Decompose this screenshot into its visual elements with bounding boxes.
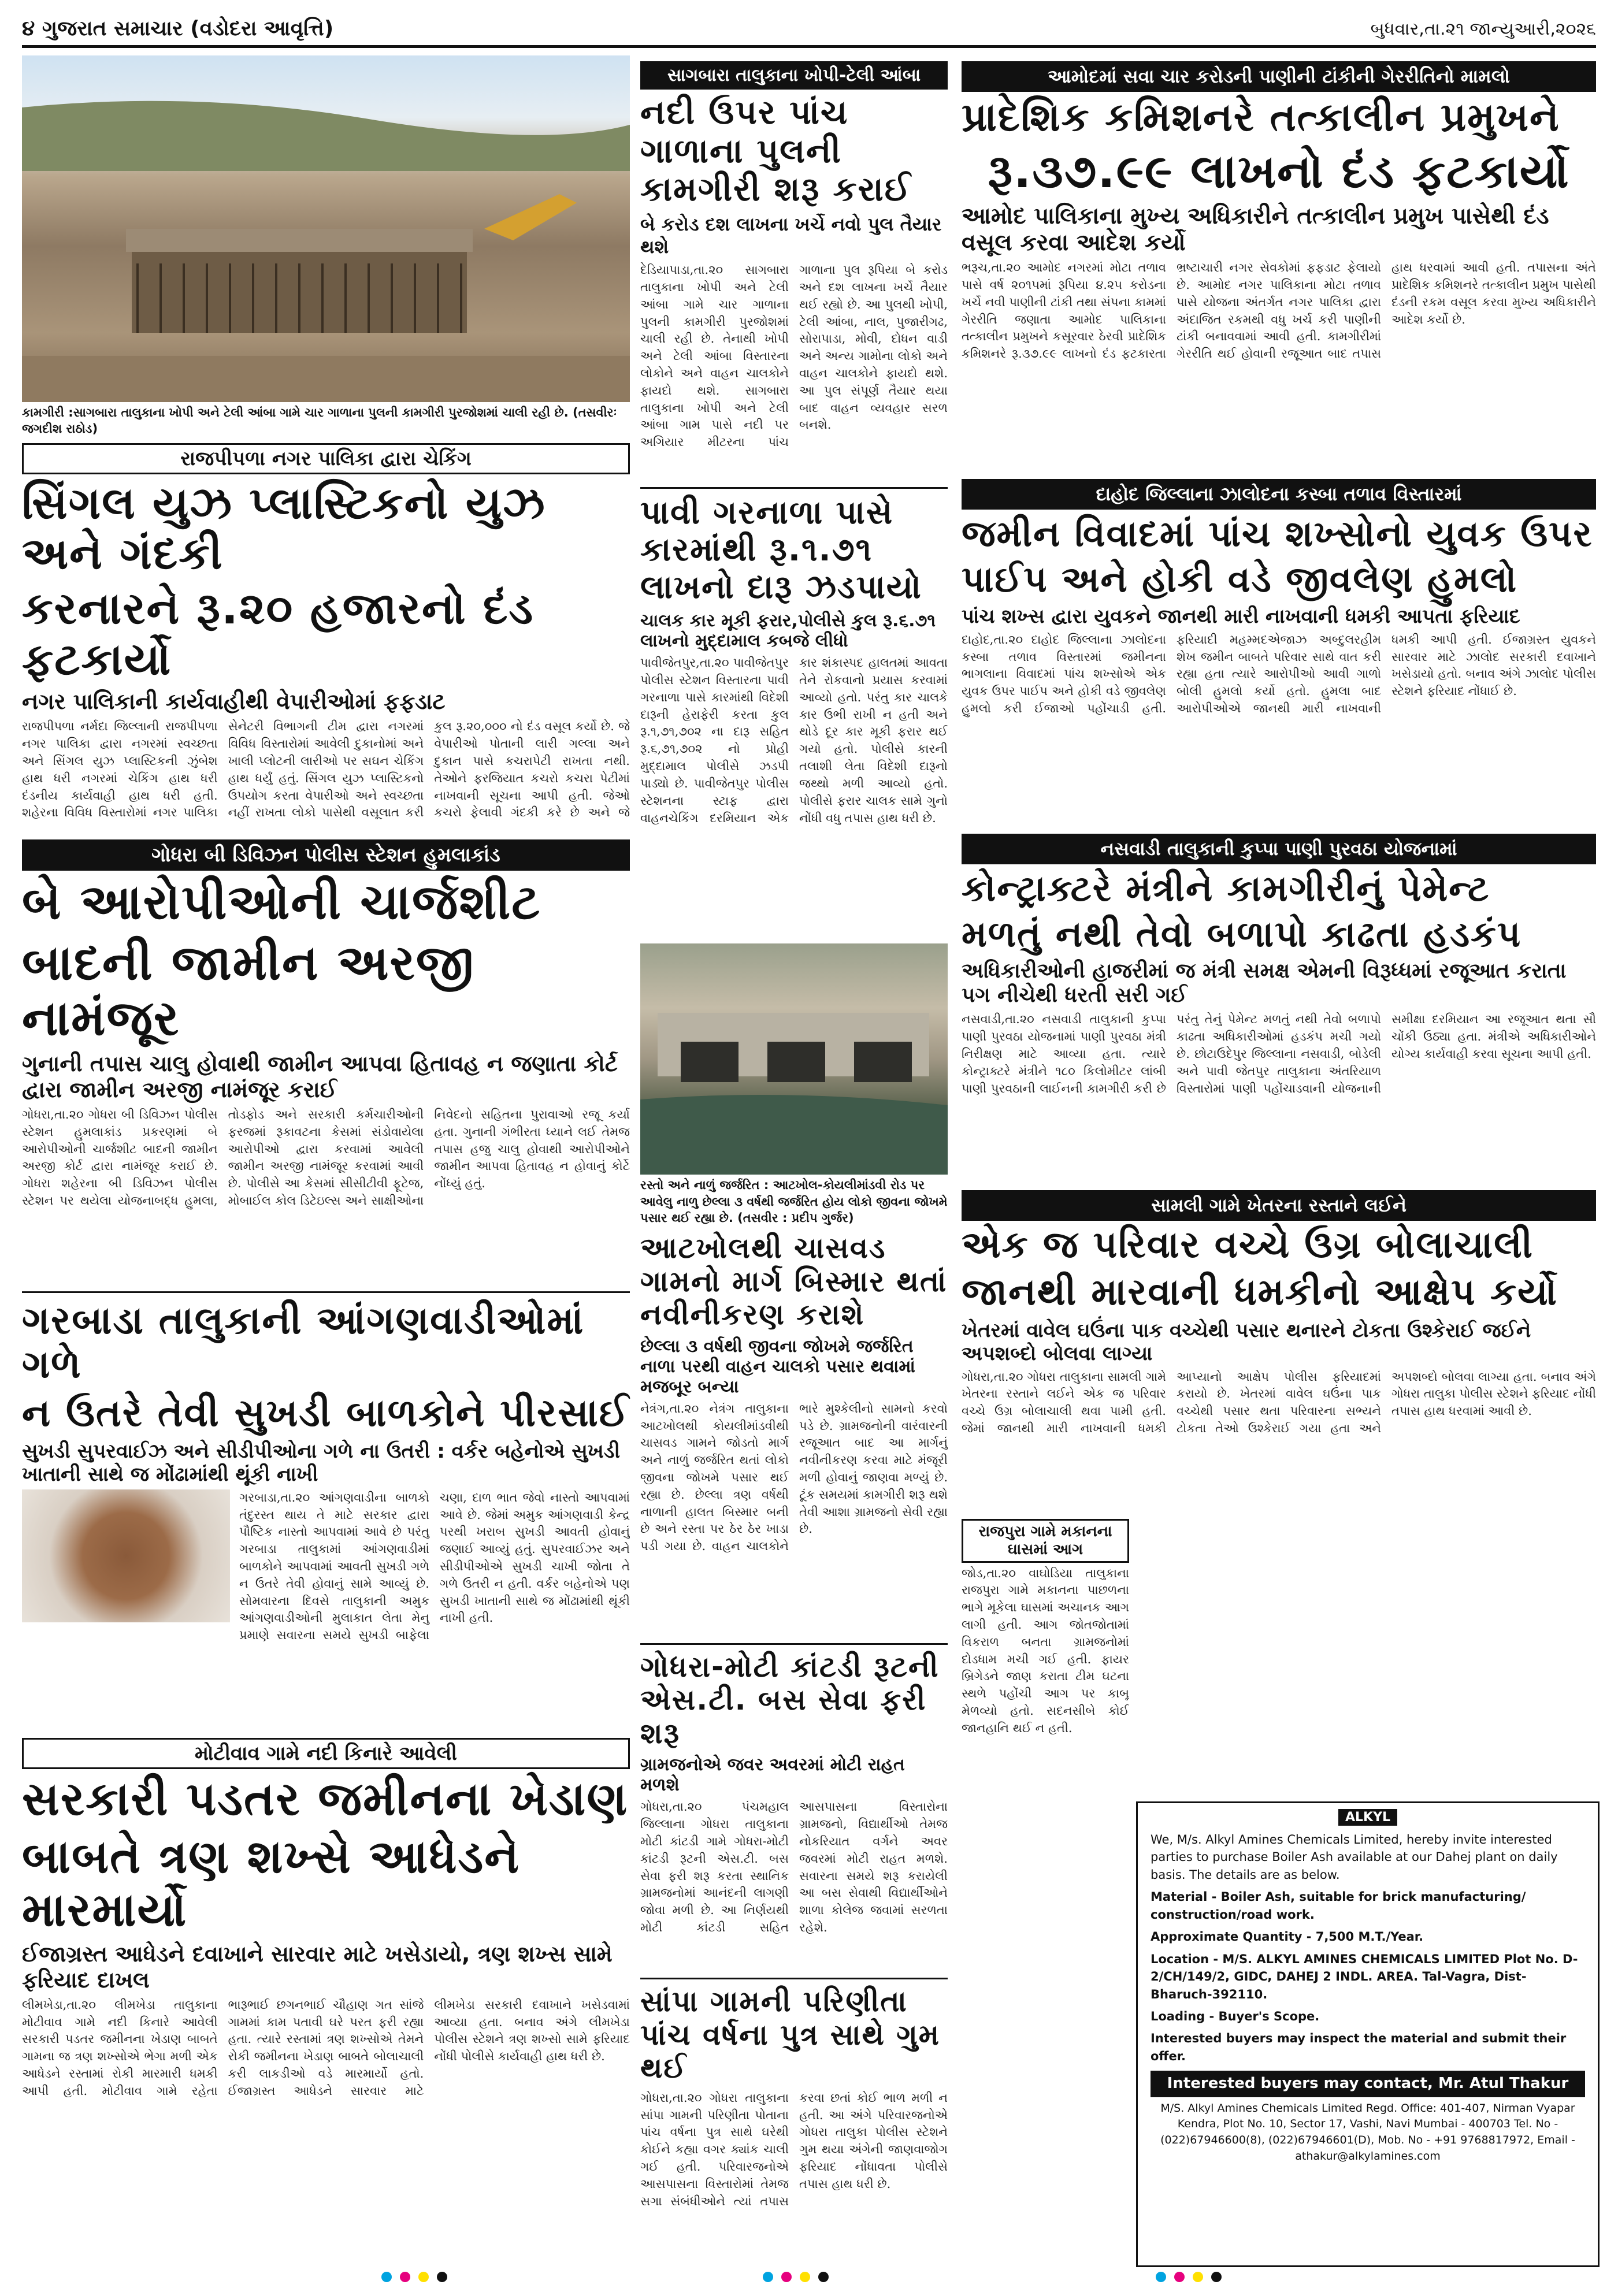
a1-subhead: નગર પાલિકાની કાર્યવાહીથી વેપારીઓમાં ફફડાટ <box>22 689 446 715</box>
culvert-drawing <box>640 943 948 1175</box>
culvert-photo-caption: રસ્તો અને નાળું જર્જરિત : આટખોલ-કોયલીમાંડવી રોડ પર આવેલુ નાળુ છેલ્લા ૩ વર્ષથી જર્જરિત હોય લોકો જીવના જોખમે પસાર થઈ રહ્યા છે. (તસવીર : પ્રદીપ ગુર્જર) <box>640 1178 948 1225</box>
ad-loading: Loading - Buyer's Scope. <box>1151 2009 1320 2023</box>
c3a5-body: જોડ,તા.૨૦ વાઘોડિયા તાલુકાના રાજપુરા ગામે મકાનના પાછળના ભાગે મૂકેલા ઘાસમાં અચાનક આગ લાગી હતી. આગ જોતજોતામાં વિકરાળ બનતા ગ્રામજનોમાં દોડધામ મચી ગઈ હતી. ફાયર બ્રિગેડને જાણ કરાતા ટીમ ઘટના સ્થળે પહોંચી આગ પર કાબૂ મેળવ્યો હતો. સદનસીબે કોઈ જાનહાનિ થઈ ન હતી. <box>962 1566 1129 1735</box>
c3a1-headline-line1: પ્રાદેશિક કમિશનરે તત્કાલીન પ્રમુખને <box>962 95 1560 140</box>
c2a3-subhead: છેલ્લા ૩ વર્ષથી જીવના જોખમે જર્જરિત નાળા પરથી વાહન ચાલકો પસાર થવામાં મજબૂર બન્યા <box>640 1336 915 1397</box>
alkyl-amines-advertisement <box>1136 1801 1600 2267</box>
ad-location: Location - M/S. ALKYL AMINES CHEMICALS LIMITED Plot No. D-2/CH/149/2, GIDC, DAHEJ 2 INDL. AREA. Tal-Vagra, Dist-Bharuch-392110. <box>1151 1952 1578 2001</box>
masthead-left: ૪ ગુજરાત સમાચાર (વડોદરા આવૃત્તિ) <box>22 17 334 40</box>
a1-body: રાજપીપળા નર્મદા જિલ્લાની રાજપીપળા નગર પાલિકા દ્વારા નગરમાં સ્વચ્છતા અને સિંગલ યુઝ પ્લાસ્ટિકની ઝુંબેશ હાથ ધરી નગરમાં ચેકિંગ હાથ ધરી દંડનીય કાર્યવાહી હાથ ધરી હતી. શહેરના વિવિધ વિસ્તારોમાં નગર પાલિકા સેનેટરી વિભાગની ટીમ દ્વારા નગરમાં વિવિધ વિસ્તારોમાં આવેલી દુકાનોમાં અને ખાલી પ્લોટની લારીઓ પર સઘન ચેકિંગ હાથ ધર્યું હતું. સિંગલ યુઝ પ્લાસ્ટિકનો ઉપયોગ કરતા વેપારીઓ અને સ્વચ્છતા નહીં રાખતા લોકો પાસેથી વસૂલાત કરી કુલ રૂ.૨૦,૦૦૦ નો દંડ વસૂલ કર્યો છે. જે વેપારીઓ પોતાની લારી ગલ્લા અને દુકાન પાસે કચરાપેટી રાખતા નથી. તેઓને ફરજિયાત કચરો કચરા પેટીમાં નાખવાની સૂચના આપી હતી. જેઓ કચરો ફેલાવી ગંદકી કરે છે અને જે <box>22 719 630 820</box>
ad-address: M/S. Alkyl Amines Chemicals Limited Regd. Office: 401-407, Nirman Vyapar Kendra, Plot No. 10, Sector 17, Vashi, Navi Mumbai - 400703 Tel. No - (022)67946600(8), (022)67946601(D), Mob. No - +91 9768817972, Email - athakur@alkylamines.com <box>1160 2101 1575 2163</box>
c3a2-headline-line1: જમીન વિવાદમાં પાંચ શખ્સોનો યુવક ઉપર <box>962 512 1593 555</box>
a3-body: ગરબાડા,તા.૨૦ આંગણવાડીના બાળકો તંદુરસ્ત થાય તે માટે સરકાર દ્વારા પૌષ્ટિક નાસ્તો આપવામાં આવે છે પરંતુ ગરબાડા તાલુકામાં આંગણવાડીમાં બાળકોને આપવામાં આવતી સુખડી ગળે ન ઉતરે તેવી હોવાનું સામે આવ્યું છે. સોમવારના દિવસે તાલુકાની અમુક આંગણવાડીઓની મુલાકાત લેતા મેનુ પ્રમાણે સવારના સમયે સુખડી બાફેલા ચણા, દાળ ભાત જેવો નાસ્તો આપવામાં આવે છે. જેમાં અમુક આંગણવાડી કેન્દ્ર પરથી ખરાબ સુખડી આવતી હોવાનું જણાઈ આવ્યું હતું. સુપરવાઈઝર અને સીડીપીઓએ સુખડી ચાખી જોતા તે ગળે ઉતરી ન હતી. વર્કર બહેનોએ પણ સુખડી ખાતાની સાથે જ મોંઢામાંથી થૂંકી નાખી હતી. <box>239 1490 630 1643</box>
c3a4-headline-line1: એક જ પરિવાર વચ્ચે ઉગ્ર બોલાચાલી <box>962 1224 1534 1267</box>
a4-kicker: મોટીવાવ ગામે નદી કિનારે આવેલી <box>22 1738 630 1769</box>
c3a2-body: દાહોદ,તા.૨૦ દાહોદ જિલ્લાના ઝાલોદના કસ્બા તળાવ વિસ્તારમાં જમીનના ભાગલાના વિવાદમાં પાંચ શખ્સોએ એક યુવક ઉપર પાઈપ અને હોકી વડે જીવલેણ હુમલો કરી ઈજાઓ પહોંચાડી હતી. ફરિયાદી મહમ્મદએજાઝ અબ્દુલરહીમ શેખ જમીન બાબતે પરિવાર સાથે વાત કરી રહ્યા હતા ત્યારે આરોપીઓ આવી ગાળો બોલી હુમલો કર્યો હતો. હુમલા બાદ આરોપીઓએ જાનથી મારી નાખવાની ધમકી આપી હતી. ઈજાગ્રસ્ત યુવકને સારવાર માટે ઝાલોદ સરકારી દવાખાને ખસેડાયો હતો. બનાવ અંગે ઝાલોદ પોલીસ સ્ટેશને ફરિયાદ નોંધાઈ છે. <box>962 632 1596 716</box>
c2a1-kicker: સાગબારા તાલુકાના ખોપી-ટેલી આંબા <box>640 61 948 90</box>
a3-headline-line1: ગરબાડા તાલુકાની આંગણવાડીઓમાં ગળે <box>22 1298 585 1387</box>
c2a3-headline: આટખોલથી ચાસવડ ગામનો માર્ગ બિસ્માર થતાં નવીનીકરણ કરાશે <box>640 1231 948 1332</box>
ad-intro: We, M/s. Alkyl Amines Chemicals Limited, hereby invite interested parties to purchase Boiler Ash available at our Dahej plant on daily basis. The details are as below. <box>1151 1833 1558 1882</box>
a4-body: લીમખેડા,તા.૨૦ લીમખેડા તાલુકાના મોટીવાવ ગામે નદી કિનારે આવેલી સરકારી પડતર જમીનના ખેડાણ બાબતે ગામના જ ત્રણ શખ્સોએ ભેગા મળી એક આધેડને રસ્તામાં રોકી મારમારી ધમકી આપી હતી. મોટીવાવ ગામે રહેતા ભારૂભાઈ છગનભાઈ ચૌહાણ ગત સાંજે ગામમાં કામ પતાવી ઘરે પરત ફરી રહ્યા હતા. ત્યારે રસ્તામાં ત્રણ શખ્સોએ તેમને રોકી જમીનના ખેડાણ બાબતે બોલાચાલી કરી લાકડીઓ વડે મારમાર્યો હતો. ઈજાગ્રસ્ત આધેડને સારવાર માટે લીમખેડા સરકારી દવાખાને ખસેડવામાં આવ્યા હતા. બનાવ અંગે લીમખેડા પોલીસ સ્ટેશને ત્રણ શખ્સો સામે ફરિયાદ નોંધી પોલીસે કાર્યવાહી હાથ ધરી છે. <box>22 1997 630 2098</box>
ad-contact: Interested buyers may contact, Mr. Atul Thakur <box>1151 2071 1585 2097</box>
registration-dots-right <box>1156 2272 1222 2282</box>
column-left <box>22 55 630 2153</box>
a2-headline-line2: બાદની જામીન અરજી નામંજૂર <box>22 934 475 1047</box>
c3a5-kicker: રાજપુરા ગામે મકાનના ઘાસમાં આગ <box>962 1519 1129 1563</box>
c3a1-subhead: આમોદ પાલિકાના મુખ્ય અધિકારીને તત્કાલીન પ્રમુખ પાસેથી દંડ વસૂલ કરવા આદેશ કર્યો <box>962 203 1549 257</box>
column-middle <box>640 55 948 2228</box>
a3-subhead: સુખડી સુપરવાઈઝ અને સીડીપીઓના ગળે ના ઉતરી : વર્કર બહેનોએ સુખડી ખાતાની સાથે જ મોંઢામાંથી થૂંકી નાખી <box>22 1439 621 1486</box>
registration-dots-center <box>763 2272 829 2282</box>
black-dot <box>818 2272 829 2282</box>
sukhdi-photo <box>22 1489 230 1622</box>
a1-headline-line2: કરનારને રૂ.૨૦ હજારનો દંડ ફટકાર્યો <box>22 582 535 685</box>
a1-kicker: રાજપીપળા નગર પાલિકા દ્વારા ચેકિંગ <box>22 443 630 474</box>
bridge-construction-photo <box>22 55 630 402</box>
c3a3-body: નસવાડી,તા.૨૦ નસવાડી તાલુકાની કુપ્પા પાણી પુરવઠા યોજનામાં પાણી પુરવઠા મંત્રી નિરીક્ષણ માટે આવ્યા હતા. ત્યારે કોન્ટ્રાક્ટરે મંત્રીને ૧૮૦ કિલોમીટર લાંબી પાણી પુરવઠાની લાઈનની કામગીરી કરી છે પરંતુ તેનું પેમેન્ટ મળતું નથી તેવો બળાપો કાઢતા અધિકારીઓમાં હડકંપ મચી ગયો છે. છોટાઉદેપુર જિલ્લાના નસવાડી, બોડેલી અને પાવી જેતપુર તાલુકાના અંતરિયાળ વિસ્તારોમાં પાણી પહોંચાડવાની યોજનાની સમીક્ષા દરમિયાન આ રજૂઆત થતા સૌ ચોંકી ઉઠ્યા હતા. મંત્રીએ અધિકારીઓને યોગ્ય કાર્યવાહી કરવા સૂચના આપી હતી. <box>962 1012 1596 1095</box>
c2a1-headline: નદી ઉપર પાંચ ગાળાના પુલની કામગીરી શરૂ કરાઈ <box>640 92 912 209</box>
c3a2-kicker: દાહોદ જિલ્લાના ઝાલોદના કસ્બા તળાવ વિસ્તારમાં <box>962 479 1596 510</box>
bridge-photo-caption: કામગીરી :સાગબારા તાલુકાના ખોપી અને ટેલી આંબા ગામે ચાર ગાળાના પુલની કામગીરી પુરજોશમાં ચાલી રહી છે. (તસવીરઃ જગદીશ રાઠોડ) <box>22 406 617 436</box>
column-right <box>962 55 1596 1918</box>
bridge-photo-drawing <box>22 55 630 402</box>
c2a1-subhead: બે કરોડ દશ લાખના ખર્ચે નવો પુલ તૈયાર થશે <box>640 213 942 258</box>
c2a2-subhead: ચાલક કાર મૂકી ફરાર,પોલીસે કુલ રૂ.૬.૭૧ લાખનો મુદ્દામાલ કબજે લીધો <box>640 611 936 652</box>
c2a1-body: દેડિયાપાડા,તા.૨૦ સાગબારા તાલુકાના ખોપી અને ટેલી આંબા ગામે ચાર ગાળાના પુલની કામગીરી પુરજોશમાં ચાલી રહી છે. તેનાથી ખોપી અને ટેલી આંબા વિસ્તારના લોકોને અને વાહન ચાલકોને ફાયદો થશે. સાગબારા તાલુકાના ખોપી અને ટેલી આંબા ગામ પાસે નદી પર અગિયાર મીટરના પાંચ ગાળાના પુલ રૂપિયા બે કરોડ અને દશ લાખના ખર્ચે તૈયાર થઈ રહ્યો છે. આ પુલથી ખોપી, ટેલી આંબા, નાલ, પુજારીગઢ, સોરાપાડા, મોવી, દોધન વાડી અને અન્ય ગામોના લોકો અને વાહન ચાલકોને ફાયદો થશે. આ પુલ સંપૂર્ણ તૈયાર થયા બાદ વાહન વ્યવહાર સરળ બનશે. <box>640 263 948 449</box>
c3a2-headline-line2: પાઈપ અને હોકી વડે જીવલેણ હુમલો <box>962 558 1518 601</box>
magenta-dot <box>1174 2272 1185 2282</box>
black-dot <box>437 2272 447 2282</box>
c2a2-headline: પાવી ગરનાળા પાસે કારમાંથી રૂ.૧.૭૧ લાખનો દારૂ ઝડપાયો <box>640 494 922 606</box>
c3a4-headline-line2: જાનથી મારવાની ધમકીનો આક્ષેપ કર્યો <box>962 1270 1558 1314</box>
c3a4-body: ગોધરા,તા.૨૦ ગોધરા તાલુકાના સામલી ગામે ખેતરના રસ્તાને લઈને એક જ પરિવાર વચ્ચે ઉગ્ર બોલાચાલી થવા પામી હતી. જેમાં જાનથી મારી નાખવાની ધમકી આપ્યાનો આક્ષેપ પોલીસ ફરિયાદમાં કરાયો છે. ખેતરમાં વાવેલ ઘઉંના પાક વચ્ચેથી પસાર થતા પરિવારના સભ્યને ટોકતા તેઓ ઉશ્કેરાઈ ગયા હતા અને અપશબ્દો બોલવા લાગ્યા હતા. બનાવ અંગે ગોધરા તાલુકા પોલીસ સ્ટેશને ફરિયાદ નોંધી તપાસ હાથ ધરવામાં આવી છે. <box>962 1369 1596 1435</box>
c3a3-kicker: નસવાડી તાલુકાની કુપ્પા પાણી પુરવઠા યોજનામાં <box>962 834 1596 864</box>
black-dot <box>1211 2272 1222 2282</box>
a2-headline-line1: બે આરોપીઓની ચાર્જશીટ <box>22 874 541 931</box>
yellow-dot <box>1193 2272 1203 2282</box>
c3a1-kicker: આમોદમાં સવા ચાર કરોડની પાણીની ટાંકીની ગેરરીતિનો મામલો <box>962 61 1596 92</box>
a4-subhead: ઈજાગ્રસ્ત આધેડને દવાખાને સારવાર માટે ખસેડાયો, ત્રણ શખ્સ સામે ફરિયાદ દાખલ <box>22 1941 613 1993</box>
masthead-date: બુધવાર,તા.૨૧ જાન્યુઆરી,૨૦૨૬ <box>1370 18 1596 39</box>
magenta-dot <box>781 2272 792 2282</box>
ad-material: Material - Boiler Ash, suitable for brick manufacturing/ construction/road work. <box>1151 1890 1526 1922</box>
a2-body: ગોધરા,તા.૨૦ ગોધરા બી ડિવિઝન પોલીસ સ્ટેશન હુમલાકાંડ પ્રકરણમાં બે આરોપીઓની ચાર્જશીટ બાદની જામીન અરજી કોર્ટ દ્વારા નામંજૂર કરાઈ છે. ગોધરા શહેરના બી ડિવિઝન પોલીસ સ્ટેશન પર થયેલા યોજનાબદ્ધ હુમલા, તોડફોડ અને સરકારી કર્મચારીઓની ફરજમાં રૂકાવટના કેસમાં સંડોવાયેલા આરોપીઓ દ્વારા કરવામાં આવેલી જામીન અરજી નામંજૂર કરવામાં આવી છે. પોલીસે આ કેસમાં સીસીટીવી ફૂટેજ, મોબાઈલ કોલ ડિટેઇલ્સ અને સાક્ષીઓના નિવેદનો સહિતના પુરાવાઓ રજૂ કર્યા હતા. ગુનાની ગંભીરતા ધ્યાને લઈ તેમજ તપાસ હજુ ચાલુ હોવાથી આરોપીઓને જામીન આપવા હિતાવહ ન હોવાનું કોર્ટે નોંધ્યું હતું. <box>22 1108 630 1208</box>
c2a5-body: ગોધરા,તા.૨૦ ગોધરા તાલુકાના સાંપા ગામની પરિણીતા પોતાના પાંચ વર્ષના પુત્ર સાથે ઘરેથી કોઈને કહ્યા વગર ક્યાંક ચાલી ગઈ હતી. પરિવારજનોએ આસપાસના વિસ્તારોમાં તેમજ સગા સંબંધીઓને ત્યાં તપાસ કરવા છતાં કોઈ ભાળ મળી ન હતી. આ અંગે પરિવારજનોએ ગોધરા તાલુકા પોલીસ સ્ટેશને ગુમ થયા અંગેની જાણવાજોગ ફરિયાદ નોંધાવતા પોલીસે તપાસ હાથ ધરી છે. <box>640 2090 948 2208</box>
cyan-dot <box>381 2272 392 2282</box>
yellow-dot <box>418 2272 429 2282</box>
divider <box>640 1978 948 1979</box>
a2-subhead: ગુનાની તપાસ ચાલુ હોવાથી જામીન આપવા હિતાવહ ન જણાતા કોર્ટ દ્વારા જામીન અરજી નામંજૂર કરાઈ <box>22 1051 618 1103</box>
c2a4-headline: ગોધરા-મોટી કાંટડી રૂટની એસ.ટી. બસ સેવા ફરી શરૂ <box>640 1649 940 1750</box>
cyan-dot <box>1156 2272 1166 2282</box>
a4-headline-line2: બાબતે ત્રણ શખ્સે આધેડને મારમાર્યો <box>22 1829 520 1937</box>
registration-dots-left <box>381 2272 447 2282</box>
c3a1-body: ભરૂચ,તા.૨૦ આમોદ નગરમાં મોટા તળાવ પાસે વર્ષ ૨૦૧૫માં રૂપિયા ૪.૨૫ કરોડના ખર્ચે નવી પાણીની ટાંકી તથા સંપના કામમાં ગેરરીતિ જણાતા આમોદ પાલિકાના તત્કાલીન પ્રમુખને કસૂરવાર ઠેરવી પ્રાદેશિક કમિશનરે રૂ.૩૭.૯૯ લાખનો દંડ ફટકારતા ભ્રષ્ટાચારી નગર સેવકોમાં ફફડાટ ફેલાયો છે. આમોદ નગર પાલિકાના મોટા તળાવ પાસે યોજના અંતર્ગત નગર પાલિકા દ્વારા અંદાજિત રકમથી વધુ ખર્ચ કરી પાણીની ટાંકી બનાવવામાં આવી હતી. કામગીરીમાં ગેરરીતિ થઈ હોવાની રજૂઆત બાદ તપાસ હાથ ધરવામાં આવી હતી. તપાસના અંતે પ્રાદેશિક કમિશનરે તત્કાલીન પ્રમુખ પાસેથી દંડની રકમ વસૂલ કરવા મુખ્ય અધિકારીને આદેશ કર્યો છે. <box>962 261 1596 361</box>
c3a3-headline-line1: કોન્ટ્રાક્ટરે મંત્રીને કામગીરીનું પેમેન્ટ <box>962 867 1490 909</box>
divider <box>640 487 948 489</box>
c3a3-headline-line2: મળતું નથી તેવો બળાપો કાઢતા હડકંપ <box>962 913 1522 956</box>
c3a1-headline-line2: રૂ.૩૭.૯૯ લાખનો દંડ ફટકાર્યો <box>988 144 1570 199</box>
c2a4-body: ગોધરા,તા.૨૦ પંચમહાલ જિલ્લાના ગોધરા તાલુકાના મોટી કાંટડી ગામે ગોધરા-મોટી કાંટડી રૂટની એસ.ટી. બસ સેવા ફરી શરૂ કરતા સ્થાનિક ગ્રામજનોમાં આનંદની લાગણી જોવા મળી છે. આ નિર્ણયથી મોટી કાંટડી સહિત આસપાસના વિસ્તારોના ગ્રામજનો, વિદ્યાર્થીઓ તેમજ નોકરિયાત વર્ગને અવર જવરમાં મોટી રાહત મળશે. સવારના સમયે શરૂ કરાયેલી આ બસ સેવાથી વિદ્યાર્થીઓને શાળા કોલેજ જવામાં સરળતા રહેશે. <box>640 1800 948 1934</box>
c2a2-body: પાવીજેતપુર,તા.૨૦ પાવીજેતપુર પોલીસ સ્ટેશન વિસ્તારના પાવી ગરનાળા પાસે કારમાંથી વિદેશી દારૂની હેરાફેરી કરતા કુલ રૂ.૧,૭૧,૭૦૨ ના દારૂ સહિત રૂ.૬,૭૧,૭૦૨ નો પ્રોહી મુદ્દામાલ પોલીસે ઝડપી પાડ્યો છે. પાવીજેતપુર પોલીસ સ્ટેશનના સ્ટાફ દ્વારા વાહનચેકિંગ દરમિયાન એક કાર શંકાસ્પદ હાલતમાં આવતા તેને રોકવાનો પ્રયાસ કરવામાં આવ્યો હતો. પરંતુ કાર ચાલકે કાર ઉભી રાખી ન હતી અને થોડે દૂર કાર મૂકી ફરાર થઈ ગયો હતો. પોલીસે કારની તલાશી લેતા વિદેશી દારૂનો જથ્થો મળી આવ્યો હતો. પોલીસે ફરાર ચાલક સામે ગુનો નોંધી વધુ તપાસ હાથ ધરી છે. <box>640 656 948 825</box>
c2a5-headline: સાંપા ગામની પરિણીતા પાંચ વર્ષના પુત્ર સાથે ગુમ થઈ <box>640 1985 941 2085</box>
c3a3-subhead: અધિકારીઓની હાજરીમાં જ મંત્રી સમક્ષ એમની વિરૂધ્ધમાં રજૂઆત કરાતા પગ નીચેથી ધરતી સરી ગઈ <box>962 959 1567 1008</box>
masthead <box>22 13 1596 48</box>
ad-quantity: Approximate Quantity - 7,500 M.T./Year. <box>1151 1930 1424 1944</box>
c3a4-kicker: સામલી ગામે ખેતરના રસ્તાને લઈને <box>962 1190 1596 1221</box>
c3a2-subhead: પાંચ શખ્સ દ્વારા યુવકને જાનથી મારી નાખવાની ધમકી આપતા ફરિયાદ <box>962 604 1520 628</box>
divider <box>22 1291 630 1293</box>
a1-headline-line1: સિંગલ યુઝ પ્લાસ્ટિકનો યુઝ અને ગંદકી <box>22 477 546 579</box>
ad-note: Interested buyers may inspect the material and submit their offer. <box>1151 2031 1567 2063</box>
a2-kicker: ગોધરા બી ડિવિઝન પોલીસ સ્ટેશન હુમલાકાંડ <box>22 839 630 871</box>
a3-headline-line2: ન ઉતરે તેવી સુખડી બાળકોને પીરસાઈ <box>22 1390 630 1435</box>
yellow-dot <box>800 2272 810 2282</box>
a4-headline-line1: સરકારી પડતર જમીનના ખેડાણ <box>22 1771 629 1826</box>
c2a3-body: નેત્રંગ,તા.૨૦ નેત્રંગ તાલુકાના આટખોલથી કોયલીમાંડવીથી ચાસવડ ગામને જોડતો માર્ગ અને નાળું જર્જરિત થતાં લોકો જીવના જોખમે પસાર થઈ રહ્યા છે. છેલ્લા ત્રણ વર્ષથી નાળાની હાલત બિસ્માર બની છે અને રસ્તા પર ઠેર ઠેર ખાડા પડી ગયા છે. વાહન ચાલકોને ભારે મુશ્કેલીનો સામનો કરવો પડે છે. ગ્રામજનોની વારંવારની રજૂઆત બાદ આ માર્ગનું નવીનીકરણ કરવા માટે મંજૂરી મળી હોવાનું જાણવા મળ્યું છે. ટૂંક સમયમાં કામગીરી શરૂ થશે તેવી આશા ગ્રામજનો સેવી રહ્યા છે. <box>640 1401 948 1554</box>
alkyl-logo: ALKYL <box>1338 1809 1397 1826</box>
c2a4-subhead: ગ્રામજનોએ જવર અવરમાં મોટી રાહત મળશે <box>640 1755 905 1796</box>
magenta-dot <box>400 2272 410 2282</box>
culvert-photo <box>640 943 948 1175</box>
c3a4-subhead: ખેતરમાં વાવેલ ઘઉંના પાક વચ્ચેથી પસાર થનારને ટોકતા ઉશ્કેરાઈ જઈને અપશબ્દો બોલવા લાગ્યા <box>962 1318 1531 1365</box>
divider <box>640 1643 948 1645</box>
ad-body <box>1151 1831 1585 2164</box>
cyan-dot <box>763 2272 773 2282</box>
